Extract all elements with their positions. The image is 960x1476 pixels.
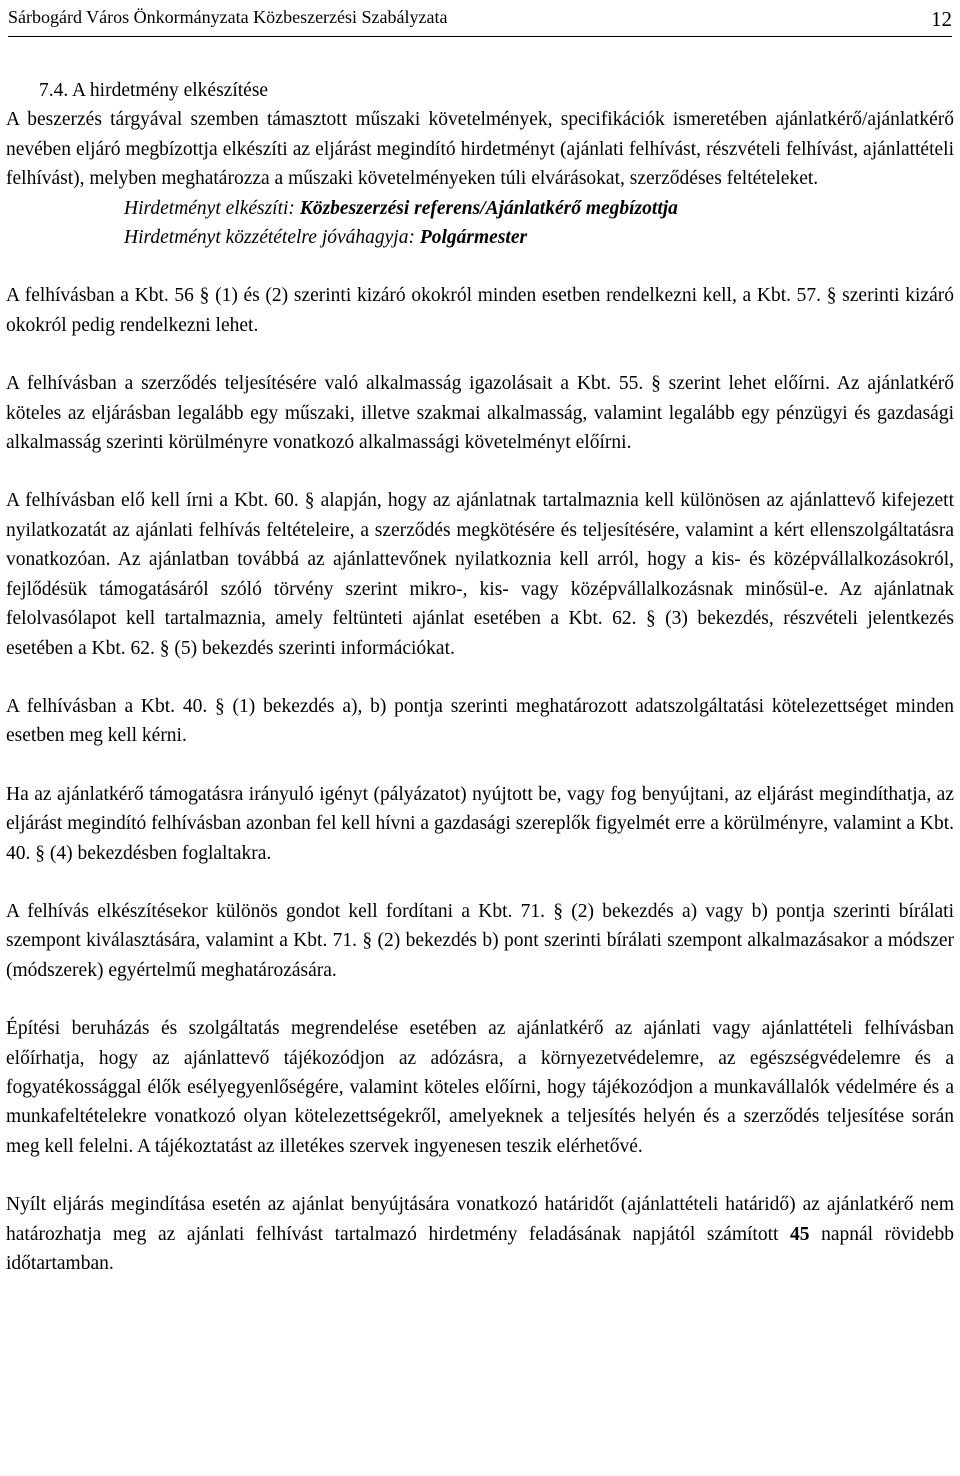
paragraph-deadline <box>6 1190 954 1278</box>
page-number: 12 <box>931 7 952 31</box>
paragraph-suitability: A felhívásban a szerződés teljesítésére való alkalmasság igazolásait a Kbt. 55. § szerint lehet előírni. Az ajánlatkérő köteles az eljárásban legalább egy műszaki, illetve szakmai alkalmasság, valamint legalább egy pénzügyi és gazdasági alkalmasság szerinti körülményre vonatkozó alkalmassági követelményt előírni. <box>6 373 954 454</box>
prepared-by-line <box>124 194 954 223</box>
header-divider <box>8 36 952 37</box>
deadline-text-start: Nyílt eljárás megindítása esetén az ajánlat benyújtására vonatkozó határidőt (ajánlattételi határidő) az ajánlatkérő nem határozhatja meg az ajánlati felhívást tartalmazó hirdetmény feladásának napjától számított <box>6 1194 954 1245</box>
approved-by-value: Polgármester <box>419 227 528 249</box>
deadline-days: 45 <box>790 1223 810 1245</box>
paragraph-exclusion: A felhívásban a Kbt. 56 § (1) és (2) szerinti kizáró okokról minden esetben rendelkezni kell, a Kbt. 57. § szerinti kizáró okokról pedig rendelkezni lehet. <box>6 285 954 336</box>
paragraph-support-claim: Ha az ajánlatkérő támogatásra irányuló igényt (pályázatot) nyújtott be, vagy fog benyújtani, az eljárást megindíthatja, az eljárást megindító felhívásban azonban fel kell hívni a gazdasági szereplők figyelmét erre a körülményre, valamint a Kbt. 40. § (4) bekezdésben foglaltakra. <box>6 783 954 864</box>
deadline-text-end: napnál rövidebb időtartamban. <box>6 1223 954 1274</box>
page-header <box>8 4 952 34</box>
approved-by-line <box>124 223 954 252</box>
section-heading: 7.4. A hirdetmény elkészítése <box>39 80 269 101</box>
paragraph-construction: Építési beruházás és szolgáltatás megrendelése esetében az ajánlatkérő az ajánlati vagy ajánlattételi felhívásban előírhatja, hogy az ajánlattevő tájékozódjon az adózásra, a környezetvédelemre, az egészségvédelemre és a fogyatékossággal élők esélyegyenlőségére, valamint köteles előírni, hogy tájékozódjon a munkavállalók védelmére és a munkafeltételekre vonatkozó olyan kötelezettségekről, amelyeknek a teljesítés helyén és a szerződés teljesítése során meg kell felelni. A tájékoztatást az illetékes szervek ingyenesen teszik elérhetővé. <box>6 1018 954 1157</box>
prepared-by-value: Közbeszerzési referens/Ajánlatkérő megbízottja <box>299 197 678 219</box>
paragraph-intro: A beszerzés tárgyával szemben támasztott műszaki követelmények, specifikációk ismeretében ajánlatkérő/ajánlatkérő nevében eljáró megbízottja elkészíti az eljárást megindító hirdetményt (ajánlati felhívást, részvételi felhívást, ajánlattételi felhívást), melyben meghatározza a műszaki követelményeken túli elvárásokat, szerződéses feltételeket. <box>6 109 954 190</box>
prepared-by-label: Hirdetményt elkészíti: <box>124 197 300 219</box>
paragraph-data-supply: A felhívásban a Kbt. 40. § (1) bekezdés a), b) pontja szerinti meghatározott adatszolgáltatási kötelezettséget minden esetben meg kell kérni. <box>6 695 954 747</box>
approved-by-label: Hirdetményt közzétételre jóváhagyja: <box>124 227 420 249</box>
paragraph-declaration: A felhívásban elő kell írni a Kbt. 60. § alapján, hogy az ajánlatnak tartalmaznia kell különösen az ajánlattevő kifejezett nyilatkozatát az ajánlati felhívás feltételeire, a szerződés megkötésére és teljesítésére, valamint a kért ellenszolgáltatásra vonatkozóan. Az ajánlatban továbbá az ajánlattevőnek nyilatkoznia kell arról, hogy a kis- és középvállalkozásokról, fejlődésük támogatásáról szóló törvény szerint mikro-, kis- vagy középvállalkozásnak minősül-e. Az ajánlatnak felolvasólapot kell tartalmaznia, amely feltünteti ajánlat esetében a Kbt. 62. § (3) bekezdés, részvételi jelentkezés esetében a Kbt. 62. § (5) bekezdés szerinti információkat. <box>6 490 954 659</box>
paragraph-evaluation: A felhívás elkészítésekor különös gondot kell fordítani a Kbt. 71. § (2) bekezdés a) vagy b) pontja szerinti bírálati szempont kiválasztására, valamint a Kbt. 71. § (2) bekezdés b) pont szerinti bírálati szempont alkalmazásakor a módszer (módszerek) egyértelmű meghatározására. <box>6 900 954 981</box>
document-body <box>6 76 954 1278</box>
document-title: Sárbogárd Város Önkormányzata Közbeszerzési Szabályzata <box>8 7 448 27</box>
